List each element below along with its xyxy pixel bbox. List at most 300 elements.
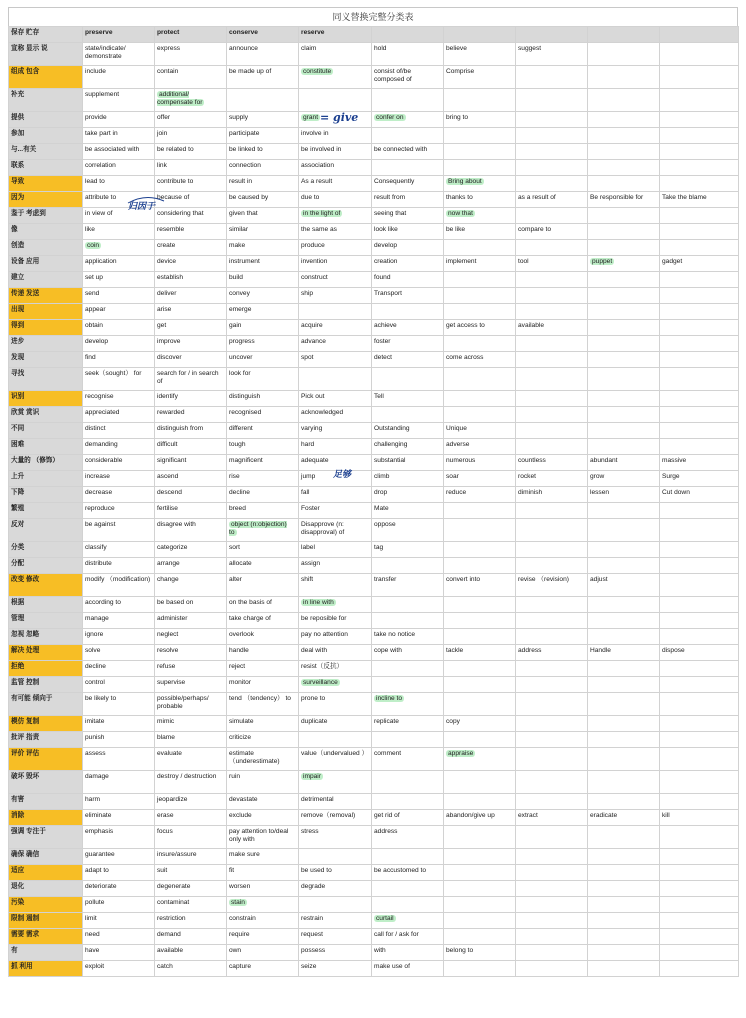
synonym-cell	[588, 519, 660, 542]
synonym-text: be related to	[157, 146, 194, 153]
synonym-text: progress	[229, 338, 255, 345]
synonym-cell	[227, 810, 299, 826]
synonym-cell	[516, 771, 588, 794]
synonym-cell	[588, 455, 660, 471]
synonym-text: Pick out	[301, 393, 325, 400]
header-col-4: reserve	[299, 27, 372, 43]
synonym-cell	[299, 503, 372, 519]
synonym-text: suggest	[518, 45, 542, 52]
synonym-text: find	[85, 354, 96, 361]
synonym-text: own	[229, 947, 242, 954]
category-cell: 抓 利用	[9, 961, 83, 977]
synonym-text: due to	[301, 194, 320, 201]
synonym-cell	[588, 597, 660, 613]
synonym-cell	[227, 43, 299, 66]
synonym-text: insure/assure	[157, 851, 197, 858]
synonym-cell	[444, 176, 516, 192]
synonym-text: gadget	[662, 258, 683, 265]
synonym-cell	[372, 368, 444, 391]
synonym-cell	[516, 224, 588, 240]
synonym-cell	[660, 794, 739, 810]
synonym-text: breed	[229, 505, 246, 512]
synonym-text: set up	[85, 274, 103, 281]
synonym-text: deteriorate	[85, 883, 117, 890]
synonym-text: believe	[446, 45, 467, 52]
synonym-text: extract	[518, 812, 538, 819]
synonym-text: handle	[229, 647, 249, 654]
synonym-cell	[83, 66, 155, 89]
synonym-cell	[588, 208, 660, 224]
synonym-cell	[155, 897, 227, 913]
header-category: 保存 贮存	[9, 27, 83, 43]
synonym-cell	[83, 128, 155, 144]
synonym-text: kill	[662, 812, 670, 819]
category-cell: 补充	[9, 89, 83, 112]
synonym-cell	[372, 558, 444, 574]
synonym-cell	[299, 558, 372, 574]
synonym-cell	[588, 558, 660, 574]
synonym-cell	[83, 716, 155, 732]
synonym-text: acknowledged	[301, 409, 344, 416]
table-row	[9, 288, 739, 304]
synonym-cell	[299, 43, 372, 66]
synonym-text: be caused by	[229, 194, 269, 201]
synonym-text: different	[229, 425, 253, 432]
synonym-cell	[516, 849, 588, 865]
synonym-cell	[372, 826, 444, 849]
synonym-cell	[299, 128, 372, 144]
synonym-text: damage	[85, 773, 109, 780]
synonym-cell	[83, 693, 155, 716]
category-cell: 寻找	[9, 368, 83, 391]
synonym-cell	[516, 487, 588, 503]
synonym-cell	[227, 677, 299, 693]
synonym-text: grant	[303, 114, 319, 121]
synonym-cell	[444, 794, 516, 810]
synonym-cell	[660, 519, 739, 542]
synonym-text: challenging	[374, 441, 408, 448]
synonym-cell	[588, 794, 660, 810]
synonym-text: fertilise	[157, 505, 178, 512]
synonym-text: lead to	[85, 178, 105, 185]
synonym-text: gain	[229, 322, 242, 329]
synonym-text: imitate	[85, 718, 105, 725]
synonym-cell	[372, 613, 444, 629]
synonym-text: convey	[229, 290, 250, 297]
synonym-cell	[660, 629, 739, 645]
synonym-cell	[444, 629, 516, 645]
synonym-cell	[588, 368, 660, 391]
category-cell: 创造	[9, 240, 83, 256]
synonym-cell	[660, 961, 739, 977]
synonym-text: need	[85, 931, 100, 938]
category-cell: 污染	[9, 897, 83, 913]
synonym-cell	[372, 732, 444, 748]
synonym-cell	[372, 43, 444, 66]
synonym-text: numerous	[446, 457, 476, 464]
table-row	[9, 732, 739, 748]
synonym-text: get rid of	[374, 812, 400, 819]
synonym-cell	[516, 43, 588, 66]
synonym-text: massive	[662, 457, 687, 464]
synonym-cell	[660, 897, 739, 913]
synonym-text: comment	[374, 750, 402, 757]
synonym-text: link	[157, 162, 167, 169]
table-row	[9, 693, 739, 716]
synonym-cell	[155, 439, 227, 455]
synonym-cell	[372, 439, 444, 455]
synonym-text: impair	[303, 773, 321, 780]
synonym-cell	[588, 732, 660, 748]
synonym-cell	[516, 732, 588, 748]
table-row	[9, 865, 739, 881]
synonym-text: alter	[229, 576, 242, 583]
synonym-cell	[516, 794, 588, 810]
synonym-cell	[83, 574, 155, 597]
category-cell: 提供	[9, 112, 83, 128]
synonym-text: appreciated	[85, 409, 120, 416]
synonym-text: ignore	[85, 631, 104, 638]
synonym-text: solve	[85, 647, 101, 654]
synonym-text: object (n:objection) to	[229, 521, 287, 536]
synonym-cell	[444, 542, 516, 558]
synonym-text: take no notice	[374, 631, 416, 638]
table-row	[9, 613, 739, 629]
header-row	[9, 27, 739, 43]
synonym-cell	[372, 304, 444, 320]
synonym-text: classify	[85, 544, 107, 551]
synonym-cell	[660, 66, 739, 89]
synonym-text: be accustomed to	[374, 867, 427, 874]
synonym-text: address	[374, 828, 398, 835]
synonym-cell	[299, 336, 372, 352]
synonym-text: Comprise	[446, 68, 475, 75]
synonym-cell	[155, 693, 227, 716]
synonym-cell	[516, 304, 588, 320]
synonym-cell	[660, 144, 739, 160]
synonym-cell	[372, 487, 444, 503]
synonym-text: adjust	[590, 576, 608, 583]
synonym-cell	[155, 732, 227, 748]
synonym-cell	[660, 865, 739, 881]
synonym-text: Unique	[446, 425, 467, 432]
table-row	[9, 487, 739, 503]
synonym-cell	[444, 677, 516, 693]
synonym-cell	[372, 661, 444, 677]
synonym-cell	[299, 352, 372, 368]
synonym-text: abandon/give up	[446, 812, 495, 819]
synonym-text: transfer	[374, 576, 397, 583]
synonym-cell	[588, 89, 660, 112]
synonym-cell	[155, 810, 227, 826]
synonym-cell	[83, 503, 155, 519]
synonym-cell	[227, 794, 299, 810]
synonym-text: establish	[157, 274, 184, 281]
category-cell: 得到	[9, 320, 83, 336]
synonym-cell	[444, 771, 516, 794]
synonym-cell	[299, 224, 372, 240]
synonym-cell	[83, 881, 155, 897]
category-cell: 模仿 复制	[9, 716, 83, 732]
category-cell: 强调 专注于	[9, 826, 83, 849]
synonym-cell	[83, 645, 155, 661]
synonym-text: exploit	[85, 963, 105, 970]
synonym-cell	[516, 881, 588, 897]
table-row	[9, 826, 739, 849]
synonym-text: assign	[301, 560, 321, 567]
synonym-cell	[588, 288, 660, 304]
synonym-cell	[516, 574, 588, 597]
synonym-text: identify	[157, 393, 178, 400]
synonym-text: tackle	[446, 647, 464, 654]
synonym-cell	[227, 89, 299, 112]
synonym-cell	[588, 144, 660, 160]
synonym-text: dispose	[662, 647, 685, 654]
synonym-cell	[588, 542, 660, 558]
synonym-cell	[588, 503, 660, 519]
synonym-text: bring to	[446, 114, 468, 121]
synonym-text: destroy / destruction	[157, 773, 217, 780]
table-row	[9, 208, 739, 224]
synonym-text: convert into	[446, 576, 481, 583]
category-cell: 确保 确信	[9, 849, 83, 865]
synonym-cell	[227, 558, 299, 574]
synonym-cell	[299, 256, 372, 272]
synonym-cell	[588, 961, 660, 977]
synonym-cell	[155, 272, 227, 288]
synonym-cell	[155, 288, 227, 304]
synonym-cell	[227, 160, 299, 176]
category-cell: 限制 遏制	[9, 913, 83, 929]
synonym-cell	[660, 208, 739, 224]
synonym-cell	[227, 574, 299, 597]
table-row	[9, 961, 739, 977]
synonym-text: uncover	[229, 354, 253, 361]
header-col-2: protect	[155, 27, 227, 43]
synonym-text: prone to	[301, 695, 326, 702]
synonym-cell	[660, 945, 739, 961]
synonym-cell	[299, 748, 372, 771]
synonym-text: similar	[229, 226, 249, 233]
synonym-cell	[227, 439, 299, 455]
synonym-cell	[299, 208, 372, 224]
table-row	[9, 881, 739, 897]
synonym-cell	[227, 471, 299, 487]
synonym-cell	[372, 849, 444, 865]
synonym-cell	[299, 144, 372, 160]
synonym-text: Mate	[374, 505, 389, 512]
synonym-text: simulate	[229, 718, 254, 725]
category-cell: 出现	[9, 304, 83, 320]
synonym-cell	[155, 881, 227, 897]
synonym-text: demanding	[85, 441, 118, 448]
synonym-cell	[155, 128, 227, 144]
synonym-cell	[516, 89, 588, 112]
synonym-cell	[660, 439, 739, 455]
table-row	[9, 661, 739, 677]
synonym-text: possible/perhaps/ probable	[157, 695, 209, 710]
synonym-cell	[83, 487, 155, 503]
synonym-text: contribute to	[157, 178, 194, 185]
synonym-cell	[299, 849, 372, 865]
category-cell: 导致	[9, 176, 83, 192]
synonym-cell	[660, 471, 739, 487]
synonym-cell	[155, 661, 227, 677]
synonym-text: like	[85, 226, 95, 233]
synonym-cell	[155, 160, 227, 176]
synonym-cell	[372, 176, 444, 192]
synonym-text: distinguish from	[157, 425, 204, 432]
synonym-cell	[444, 503, 516, 519]
category-cell: 批评 指责	[9, 732, 83, 748]
synonym-cell	[299, 66, 372, 89]
synonym-cell	[660, 826, 739, 849]
synonym-cell	[372, 128, 444, 144]
synonym-text: thanks to	[446, 194, 473, 201]
synonym-cell	[227, 716, 299, 732]
synonym-cell	[227, 240, 299, 256]
synonym-text: tag	[374, 544, 384, 551]
synonym-cell	[83, 661, 155, 677]
synonym-cell	[444, 336, 516, 352]
synonym-cell	[299, 961, 372, 977]
synonym-cell	[516, 503, 588, 519]
synonym-cell	[660, 192, 739, 208]
synonym-cell	[227, 661, 299, 677]
synonym-text: catch	[157, 963, 173, 970]
synonym-cell	[299, 881, 372, 897]
synonym-cell	[155, 645, 227, 661]
synonym-cell	[299, 865, 372, 881]
synonym-cell	[588, 487, 660, 503]
synonym-cell	[372, 629, 444, 645]
synonym-cell	[516, 661, 588, 677]
synonym-cell	[588, 629, 660, 645]
synonym-cell	[299, 771, 372, 794]
synonym-cell	[227, 368, 299, 391]
synonym-cell	[83, 748, 155, 771]
synonym-cell	[588, 352, 660, 368]
synonym-cell	[227, 208, 299, 224]
synonym-text: in view of	[85, 210, 113, 217]
header-col-3: conserve	[227, 27, 299, 43]
synonym-cell	[227, 487, 299, 503]
synonym-text: increase	[85, 473, 110, 480]
synonym-text: capture	[229, 963, 251, 970]
synonym-cell	[516, 597, 588, 613]
synonym-text: replicate	[374, 718, 399, 725]
category-cell: 设备 应用	[9, 256, 83, 272]
synonym-cell	[372, 160, 444, 176]
synonym-text: involve in	[301, 130, 329, 137]
synonym-cell	[444, 224, 516, 240]
synonym-text: Foster	[301, 505, 320, 512]
synonym-cell	[516, 256, 588, 272]
synonym-cell	[516, 645, 588, 661]
category-cell: 有害	[9, 794, 83, 810]
synonym-text: abundant	[590, 457, 618, 464]
synonym-text: be reposible for	[301, 615, 347, 622]
synonym-text: be connected with	[374, 146, 428, 153]
synonym-text: worsen	[229, 883, 251, 890]
synonym-text: refuse	[157, 663, 176, 670]
synonym-cell	[660, 487, 739, 503]
synonym-text: drop	[374, 489, 388, 496]
synonym-cell	[83, 961, 155, 977]
table-row	[9, 913, 739, 929]
synonym-text: deliver	[157, 290, 177, 297]
synonym-cell	[588, 192, 660, 208]
synonym-cell	[372, 272, 444, 288]
synonym-cell	[155, 748, 227, 771]
category-cell: 有可能 倾向于	[9, 693, 83, 716]
synonym-cell	[444, 272, 516, 288]
synonym-cell	[299, 304, 372, 320]
synonym-cell	[588, 43, 660, 66]
synonym-cell	[155, 849, 227, 865]
synonym-cell	[227, 613, 299, 629]
category-cell: 传递 发送	[9, 288, 83, 304]
synonym-text: label	[301, 544, 315, 551]
table-row	[9, 224, 739, 240]
synonym-cell	[660, 240, 739, 256]
synonym-text: Bring about	[448, 178, 482, 185]
synonym-cell	[444, 43, 516, 66]
synonym-text: be involved in	[301, 146, 342, 153]
category-cell: 拒绝	[9, 661, 83, 677]
synonym-cell	[516, 613, 588, 629]
synonym-cell	[372, 407, 444, 423]
category-cell: 因为	[9, 192, 83, 208]
synonym-cell	[444, 288, 516, 304]
synonym-cell	[227, 304, 299, 320]
synonym-cell	[588, 913, 660, 929]
synonym-text: decline	[85, 663, 106, 670]
synonym-text: rocket	[518, 473, 536, 480]
synonym-cell	[227, 320, 299, 336]
synonym-cell	[83, 336, 155, 352]
synonym-cell	[516, 352, 588, 368]
synonym-cell	[227, 192, 299, 208]
table-row	[9, 192, 739, 208]
synonym-cell	[155, 304, 227, 320]
synonym-cell	[83, 160, 155, 176]
synonym-cell	[372, 597, 444, 613]
synonym-cell	[372, 519, 444, 542]
synonym-text: As a result	[301, 178, 333, 185]
synonym-cell	[299, 192, 372, 208]
synonym-cell	[444, 913, 516, 929]
synonym-cell	[299, 423, 372, 439]
synonym-text: blame	[157, 734, 175, 741]
synonym-cell	[372, 224, 444, 240]
synonym-cell	[372, 208, 444, 224]
synonym-text: distinguish	[229, 393, 261, 400]
synonym-text: guarantee	[85, 851, 115, 858]
synonym-text: reject	[229, 663, 246, 670]
synonym-text: supply	[229, 114, 249, 121]
synonym-cell	[444, 613, 516, 629]
synonym-text: produce	[301, 242, 325, 249]
synonym-cell	[155, 558, 227, 574]
synonym-text: adequate	[301, 457, 329, 464]
synonym-cell	[516, 693, 588, 716]
table-row	[9, 439, 739, 455]
synonym-cell	[299, 897, 372, 913]
synonym-cell	[299, 716, 372, 732]
synonym-cell	[444, 716, 516, 732]
synonym-cell	[372, 945, 444, 961]
